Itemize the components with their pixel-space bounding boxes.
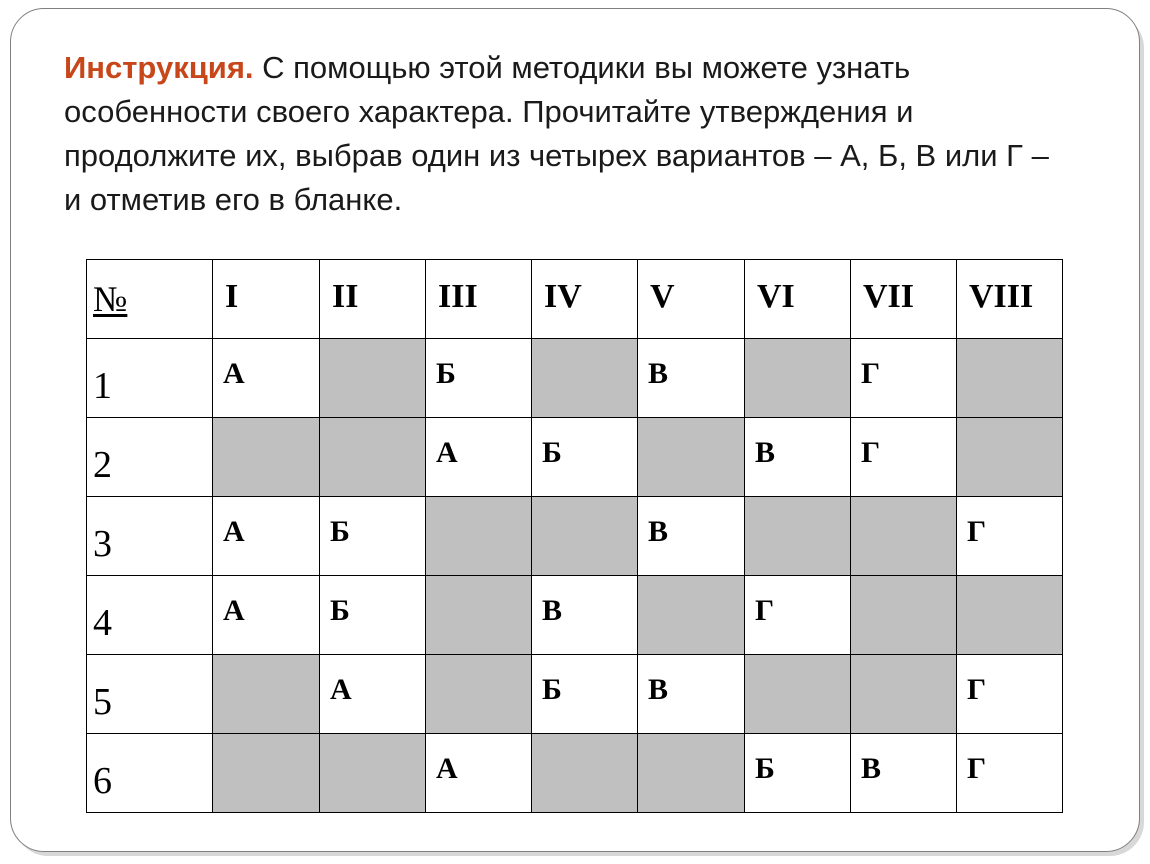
- column-header-label: VI: [757, 278, 795, 315]
- answer-letter: Б: [542, 436, 562, 469]
- answer-letter: Г: [967, 515, 987, 548]
- instruction-heading: Инструкция.: [64, 50, 254, 85]
- answer-letter: Г: [861, 357, 881, 390]
- shaded-cell: [426, 497, 532, 576]
- shaded-cell: [745, 655, 851, 734]
- row-number: 3: [93, 523, 112, 565]
- answer-cell: [957, 497, 1063, 576]
- answer-letter: В: [861, 752, 882, 785]
- shaded-cell: [851, 655, 957, 734]
- answer-cell: [851, 418, 957, 497]
- shaded-cell: [320, 418, 426, 497]
- answer-cell: [957, 655, 1063, 734]
- answer-letter: А: [223, 357, 245, 390]
- row-number: 4: [93, 602, 112, 644]
- shaded-cell: [426, 576, 532, 655]
- shaded-cell: [957, 339, 1063, 418]
- instruction-text: С помощью этой методики вы можете узнать особенности своего характера. Прочитайте утверждения и продолжите их, выбрав один из четырех вариантов – А, Б, В или Г – и отметив его в бланке.: [64, 50, 1049, 217]
- answer-cell: [638, 497, 745, 576]
- column-header: [957, 260, 1063, 339]
- answer-letter: А: [330, 673, 352, 706]
- table-row: [87, 655, 1063, 734]
- shaded-cell: [851, 497, 957, 576]
- answer-letter: А: [436, 436, 458, 469]
- column-header: [745, 260, 851, 339]
- table-row: [87, 418, 1063, 497]
- row-number: 1: [93, 365, 112, 407]
- row-number: 5: [93, 681, 112, 723]
- row-number-cell: [87, 497, 213, 576]
- row-number-cell: [87, 418, 213, 497]
- answer-cell: [426, 418, 532, 497]
- table-row: [87, 339, 1063, 418]
- answer-letter: А: [223, 515, 245, 548]
- shaded-cell: [532, 497, 638, 576]
- row-number-cell: [87, 734, 213, 813]
- answer-cell: [426, 339, 532, 418]
- answer-letter: В: [648, 673, 669, 706]
- answer-cell: [532, 655, 638, 734]
- shaded-cell: [213, 734, 320, 813]
- shaded-cell: [213, 418, 320, 497]
- instruction-paragraph: [64, 46, 1074, 222]
- column-header: [638, 260, 745, 339]
- shaded-cell: [638, 576, 745, 655]
- answer-cell: [745, 734, 851, 813]
- answer-cell: [957, 734, 1063, 813]
- column-header-label: VII: [863, 278, 915, 315]
- answer-letter: Б: [436, 357, 456, 390]
- table-row: [87, 576, 1063, 655]
- answer-letter: Б: [542, 673, 562, 706]
- column-header: [320, 260, 426, 339]
- answer-cell: [745, 418, 851, 497]
- shaded-cell: [532, 734, 638, 813]
- answer-letter: А: [436, 752, 458, 785]
- shaded-cell: [213, 655, 320, 734]
- table-row: [87, 734, 1063, 813]
- header-row: [87, 260, 1063, 339]
- column-header-label: VIII: [969, 278, 1034, 315]
- answer-letter: А: [223, 594, 245, 627]
- answer-cell: [638, 655, 745, 734]
- answer-cell: [320, 497, 426, 576]
- shaded-cell: [745, 339, 851, 418]
- answer-cell: [851, 339, 957, 418]
- row-number: 2: [93, 444, 112, 486]
- answer-letter: Б: [330, 594, 350, 627]
- number-sign: №: [93, 279, 128, 319]
- answer-cell: [851, 734, 957, 813]
- answer-letter: В: [648, 357, 669, 390]
- answer-cell: [745, 576, 851, 655]
- answer-cell: [213, 497, 320, 576]
- answer-letter: В: [648, 515, 669, 548]
- shaded-cell: [638, 418, 745, 497]
- column-header-label: V: [650, 278, 675, 315]
- table-row: [87, 497, 1063, 576]
- shaded-cell: [638, 734, 745, 813]
- row-number: 6: [93, 760, 112, 802]
- answer-letter: В: [755, 436, 776, 469]
- column-header-label: IV: [544, 278, 582, 315]
- row-number-cell: [87, 576, 213, 655]
- answer-cell: [532, 576, 638, 655]
- answer-cell: [426, 734, 532, 813]
- answer-cell: [213, 339, 320, 418]
- column-header: [532, 260, 638, 339]
- answer-letter: Г: [861, 436, 881, 469]
- shaded-cell: [957, 576, 1063, 655]
- shaded-cell: [426, 655, 532, 734]
- shaded-cell: [320, 734, 426, 813]
- column-header-label: I: [225, 278, 239, 315]
- answer-letter: В: [542, 594, 563, 627]
- answer-letter: Г: [967, 752, 987, 785]
- answer-letter: Г: [755, 594, 775, 627]
- row-number-cell: [87, 655, 213, 734]
- shaded-cell: [851, 576, 957, 655]
- answer-letter: Г: [967, 673, 987, 706]
- answer-letter: Б: [330, 515, 350, 548]
- column-header: [851, 260, 957, 339]
- shaded-cell: [320, 339, 426, 418]
- shaded-cell: [532, 339, 638, 418]
- answer-cell: [213, 576, 320, 655]
- answer-cell: [320, 576, 426, 655]
- answer-cell: [638, 339, 745, 418]
- column-header-label: II: [332, 278, 359, 315]
- shaded-cell: [957, 418, 1063, 497]
- row-number-cell: [87, 339, 213, 418]
- column-header-label: III: [438, 278, 478, 315]
- answer-cell: [532, 418, 638, 497]
- answer-grid: [86, 259, 1063, 813]
- column-header: [213, 260, 320, 339]
- corner-cell: [87, 260, 213, 339]
- answer-letter: Б: [755, 752, 775, 785]
- column-header: [426, 260, 532, 339]
- answer-cell: [320, 655, 426, 734]
- shaded-cell: [745, 497, 851, 576]
